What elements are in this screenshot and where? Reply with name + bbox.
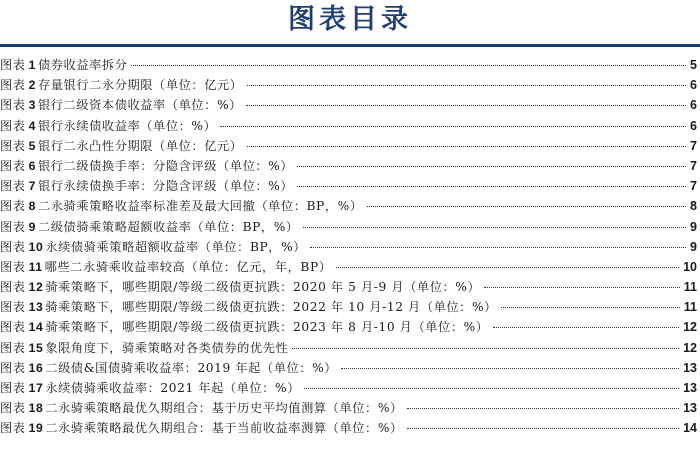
toc-page-number: 13 (683, 401, 697, 416)
toc-entry[interactable] (0, 76, 700, 96)
toc-dot-leader (304, 388, 679, 389)
toc-entry-number: 14 (28, 320, 44, 335)
toc-entry-label (0, 419, 403, 436)
toc-page-number: 8 (690, 199, 697, 214)
toc-entry-text: 骑乘策略下，哪些期限/等级二级债更抗跌：2022 年 10 月-12 月（单位：%） (45, 300, 497, 315)
toc-entry-prefix: 图表 (0, 78, 26, 93)
toc-entry-number: 6 (28, 158, 36, 173)
toc-entry-text: 银行二级债换手率：分隐含评级（单位：%） (37, 158, 294, 173)
toc-entry-prefix: 图表 (0, 360, 26, 375)
toc-entry-text: 骑乘策略下，哪些期限/等级二级债更抗跌：2023 年 8 月-10 月（单位：%） (45, 320, 489, 335)
toc-page-number: 13 (683, 381, 697, 395)
toc-page-number: 7 (690, 138, 697, 153)
toc-entry-prefix: 图表 (0, 98, 26, 113)
toc-page-number: 11 (683, 280, 697, 295)
toc-entry[interactable] (0, 298, 700, 318)
toc-entry[interactable] (0, 197, 700, 217)
toc-dot-leader (297, 186, 686, 187)
toc-entry-label (0, 137, 243, 154)
toc-entry-text: 银行永续债换手率：分隐含评级（单位：%） (37, 179, 294, 194)
toc-page-number: 7 (690, 158, 697, 173)
toc-entry-number: 8 (28, 199, 36, 214)
toc-entry-prefix: 图表 (0, 300, 26, 315)
toc-entry-text: 二永骑乘策略最优久期组合：基于当前收益率测算（单位：%） (45, 421, 403, 436)
toc-page-number: 5 (690, 58, 697, 72)
toc-entry-number: 12 (28, 280, 44, 295)
toc-entry[interactable] (0, 96, 700, 116)
toc-entry-label (0, 399, 403, 416)
toc-entry-number: 9 (28, 219, 36, 234)
toc-entry-prefix: 图表 (0, 199, 26, 214)
toc-page-number: 12 (683, 320, 697, 335)
toc-page-number: 10 (683, 259, 697, 274)
toc-dot-leader (246, 105, 686, 106)
toc-dot-leader (336, 267, 680, 268)
toc-entry-prefix: 图表 (0, 239, 26, 254)
toc-page-number: 6 (690, 78, 697, 93)
toc-entry[interactable] (0, 177, 700, 197)
toc-entry-prefix: 图表 (0, 320, 26, 335)
toc-entry[interactable] (0, 218, 700, 238)
toc-entry-text: 二级债骑乘策略超额收益率（单位：BP，%） (37, 219, 299, 234)
toc-entry-prefix: 图表 (0, 179, 26, 194)
toc-entry-text: 银行二级资本债收益率（单位：%） (37, 98, 242, 113)
toc-entry-label (0, 379, 300, 396)
toc-entry-number: 7 (28, 179, 36, 194)
toc-page-number: 11 (683, 300, 697, 315)
toc-dot-leader (247, 146, 686, 147)
toc-entry-label (0, 197, 363, 214)
toc-entry-number: 18 (28, 401, 44, 416)
toc-entry-prefix: 图表 (0, 421, 26, 436)
toc-dot-leader (367, 206, 686, 207)
toc-dot-leader (501, 307, 680, 308)
toc-dot-leader (407, 428, 679, 429)
toc-page-number: 7 (690, 179, 697, 194)
toc-entry[interactable] (0, 318, 700, 338)
toc-entry-number: 13 (28, 300, 44, 315)
toc-page-number: 13 (683, 360, 697, 375)
toc-entry-prefix: 图表 (0, 401, 26, 416)
toc-entry-number: 19 (28, 421, 44, 436)
toc-entry-label (0, 76, 243, 93)
toc-entry[interactable] (0, 379, 700, 399)
toc-entry-prefix: 图表 (0, 259, 26, 274)
toc-dot-leader (247, 85, 686, 86)
toc-entry-label (0, 258, 332, 275)
toc-entry-text: 二级债&国债骑乘收益率：2019 年起（单位：%） (45, 360, 338, 375)
toc-entry[interactable] (0, 117, 700, 137)
toc-entry-label (0, 359, 337, 376)
toc-entry[interactable] (0, 157, 700, 177)
toc-entry-label (0, 96, 242, 113)
toc-entry-text: 哪些二永骑乘收益率较高（单位：亿元，年，BP） (44, 259, 332, 274)
toc-page-number: 6 (690, 118, 697, 133)
toc-entry-number: 2 (28, 78, 36, 93)
toc-entry[interactable] (0, 359, 700, 379)
toc-dot-leader (407, 408, 679, 409)
toc-entry-text: 债券收益率拆分 (37, 58, 128, 72)
toc-entry-text: 银行永续债收益率（单位：%） (37, 118, 217, 133)
toc-entry-number: 16 (28, 360, 44, 375)
toc-entry[interactable] (0, 258, 700, 278)
toc-page-number: 14 (683, 421, 697, 436)
toc-entry-label (0, 117, 216, 134)
toc-entry-number: 3 (28, 98, 36, 113)
toc-entry-prefix: 图表 (0, 58, 26, 72)
toc-entry-number: 4 (28, 118, 36, 133)
toc-entry-text: 存量银行二永分期限（单位：亿元） (37, 78, 243, 93)
toc-entry-prefix: 图表 (0, 219, 26, 234)
toc-entry[interactable] (0, 56, 700, 76)
toc-entry[interactable] (0, 399, 700, 419)
toc-entry-number: 10 (28, 239, 44, 254)
toc-dot-leader (303, 227, 686, 228)
page-title: 图表目录 (288, 4, 412, 35)
toc-entry-text: 二永骑乘策略最优久期组合：基于历史平均值测算（单位：%） (45, 401, 403, 416)
toc-entry-number: 1 (28, 58, 36, 72)
toc-entry-label (0, 56, 127, 73)
toc-entry-prefix: 图表 (0, 158, 26, 173)
toc-entry-number: 5 (28, 138, 36, 153)
toc-entry-label (0, 278, 480, 295)
toc-entry-label (0, 157, 293, 174)
toc-page-number: 6 (690, 98, 697, 113)
toc-entry-label (0, 238, 306, 255)
toc-dot-leader (493, 327, 680, 328)
toc-page-number: 9 (690, 239, 697, 254)
toc-entry[interactable] (0, 339, 700, 359)
toc-entry-number: 17 (28, 381, 44, 395)
toc-entry-number: 11 (28, 259, 43, 274)
toc-entry-prefix: 图表 (0, 340, 26, 355)
toc-entry-label (0, 318, 489, 335)
toc-entry-text: 二永骑乘策略收益率标准差及最大回撤（单位：BP，%） (37, 199, 363, 214)
toc-entry-prefix: 图表 (0, 381, 26, 395)
toc-entry-label (0, 339, 288, 356)
toc-page-number: 9 (690, 219, 697, 234)
toc-page-number: 12 (683, 340, 697, 355)
toc-entry-number: 15 (28, 340, 44, 355)
toc-entry-prefix: 图表 (0, 138, 26, 153)
toc-entry-prefix: 图表 (0, 118, 26, 133)
table-of-figures (0, 56, 700, 440)
toc-entry-label (0, 177, 293, 194)
toc-dot-leader (220, 126, 686, 127)
title-divider (0, 44, 700, 47)
toc-dot-leader (292, 348, 679, 349)
toc-entry-text: 象限角度下，骑乘策略对各类债券的优先性 (45, 340, 289, 355)
toc-entry[interactable] (0, 419, 700, 439)
toc-entry-label (0, 218, 299, 235)
toc-dot-leader (131, 65, 686, 66)
toc-entry[interactable] (0, 238, 700, 258)
toc-entry-text: 骑乘策略下，哪些期限/等级二级债更抗跌：2020 年 5 月-9 月（单位：%） (45, 280, 481, 295)
toc-entry-label (0, 298, 497, 315)
toc-dot-leader (484, 287, 680, 288)
toc-dot-leader (341, 368, 679, 369)
toc-dot-leader (310, 247, 686, 248)
toc-entry-text: 永续债骑乘策略超额收益率（单位：BP，%） (45, 239, 307, 254)
toc-entry[interactable] (0, 137, 700, 157)
toc-dot-leader (297, 166, 686, 167)
toc-entry-prefix: 图表 (0, 280, 26, 295)
toc-entry[interactable] (0, 278, 700, 298)
toc-entry-text: 银行二永凸性分期限（单位：亿元） (37, 138, 243, 153)
toc-entry-text: 永续债骑乘收益率：2021 年起（单位：%） (45, 381, 301, 395)
